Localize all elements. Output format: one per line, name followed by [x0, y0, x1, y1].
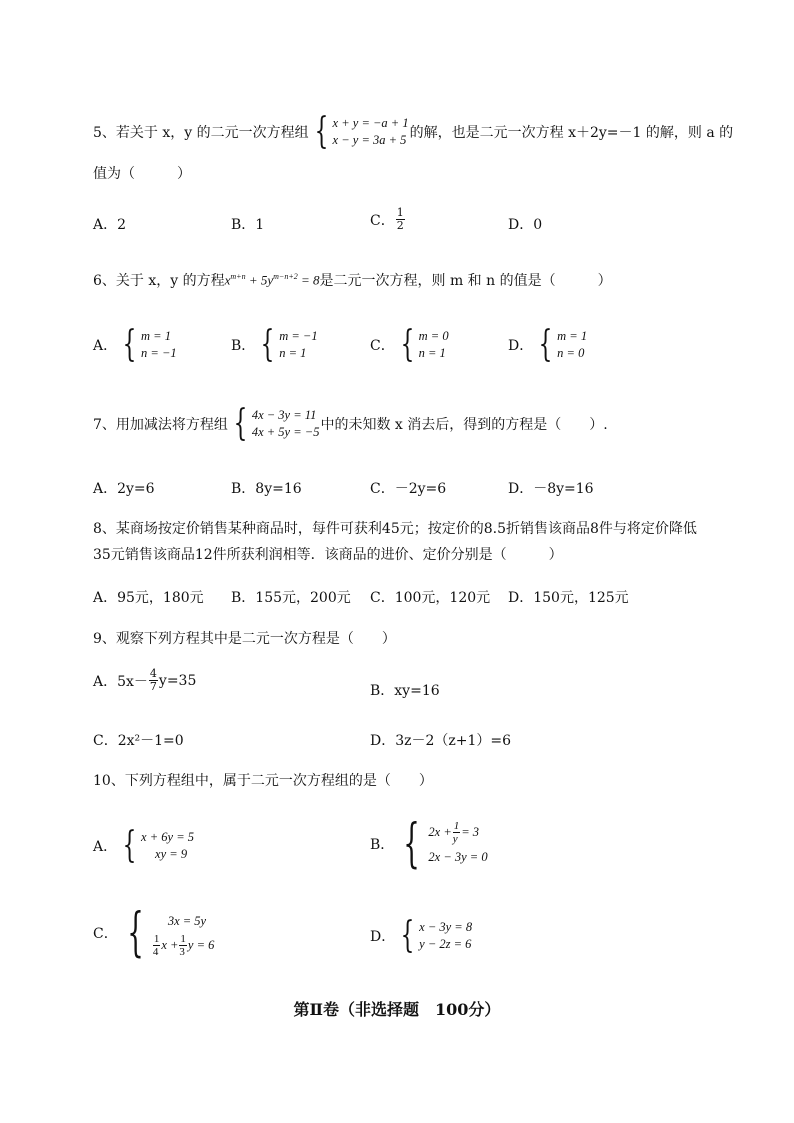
question-8-stem-line1: 8、某商场按定价销售某种商品时，每件可获利45元；按定价的8.5折销售该商品8件与将定价降低 [93, 521, 697, 537]
q7-option-c: C．－2y=6 [370, 481, 447, 497]
q9-option-b: B．xy=16 [370, 683, 440, 699]
q6-option-c: C． { m = 0 n = 1 [370, 324, 449, 365]
q10-option-c-label: C． [93, 926, 118, 942]
q9-option-d: D．3z－2（z+1）=6 [370, 733, 512, 749]
q9-option-c: C．2x²－1=0 [93, 733, 184, 749]
q10-option-b-line1-prefix: 2x + [428, 825, 452, 839]
q10-option-a: A． { x + 6y = 5 xy = 9 [93, 825, 194, 866]
q6-option-b: B． { m = −1 n = 1 [231, 324, 318, 365]
q7-option-a: A．2y=6 [93, 481, 155, 497]
q7-equation-system: { 4x − 3y = 11 4x + 5y = −5 [233, 403, 320, 444]
q10-option-b-label: B． [370, 837, 395, 853]
q10-option-b-line1-suffix: = 3 [461, 825, 480, 839]
q5-stem-suffix: 的解，也是二元一次方程 x＋2y=－1 的解，则 a 的 [409, 125, 734, 141]
q5-stem-prefix: 5、若关于 x，y 的二元一次方程组 [93, 125, 309, 141]
q7-stem-suffix: 中的未知数 x 消去后，得到的方程是（ ）. [320, 417, 608, 433]
q6-eq-middle: + 5y [248, 272, 274, 288]
q5-option-c [370, 207, 406, 232]
q10-option-c-line2-middle: x + [161, 938, 179, 952]
q5-option-c-label: C． [370, 212, 395, 229]
q8-option-b: B．155元，200元 [231, 590, 351, 606]
q10-option-c-line2-suffix: y = 6 [187, 938, 215, 952]
q6-option-c-line2: n = 1 [418, 346, 446, 360]
q6-option-d-label: D． [508, 338, 534, 354]
q6-option-d-line2: n = 0 [557, 346, 585, 360]
question-5-stem-line2: 值为（ ） [93, 166, 191, 182]
q10-option-c-numerator-2: 1 [180, 932, 186, 945]
q6-option-a-line2: n = −1 [141, 346, 177, 360]
q6-eq-exponent-2: m−n+2 [273, 271, 298, 281]
q6-eq-base-x: x [224, 272, 231, 288]
question-6-stem [93, 270, 612, 290]
question-9-stem: 9、观察下列方程其中是二元一次方程是（ ） [93, 631, 396, 647]
q10-option-c-denominator-1: 4 [152, 945, 159, 958]
q9-option-a-numerator: 4 [149, 667, 157, 680]
q6-option-c-label: C． [370, 338, 395, 354]
q5-equation-system: { x + y = −a + 1 x − y = 3a + 5 [314, 111, 409, 152]
question-7-stem [93, 403, 608, 445]
q5-option-a: A．2 [93, 217, 127, 233]
q6-option-b-label: B． [231, 338, 256, 354]
q5-option-c-numerator: 1 [396, 206, 404, 219]
q10-option-b-numerator: 1 [453, 819, 460, 832]
q7-equation-2: 4x + 5y = −5 [251, 425, 320, 439]
question-5-stem [93, 112, 733, 152]
q6-option-a-line1: m = 1 [141, 329, 171, 343]
q6-stem-prefix: 6、关于 x，y 的方程 [93, 273, 225, 289]
q7-stem-prefix: 7、用加减法将方程组 [93, 417, 228, 433]
question-10-stem: 10、下列方程组中，属于二元一次方程组的是（ ） [93, 773, 433, 789]
q10-option-b: B． { 2x + $\frac{1}{y}$ = 3 2x − 3y = 0 [370, 814, 488, 874]
q5-option-d: D．0 [508, 217, 543, 233]
q10-option-a-line1: x + 6y = 5 [141, 830, 194, 844]
q6-option-b-line2: n = 1 [279, 346, 307, 360]
q8-option-d: D．150元，125元 [508, 590, 629, 606]
q10-option-a-label: A． [93, 839, 118, 855]
q10-option-b-line2: 2x − 3y = 0 [428, 849, 488, 864]
q5-equation-2: x − y = 3a + 5 [332, 133, 407, 147]
q10-option-c-numerator-1: 1 [153, 932, 160, 945]
q9-option-a-suffix: y=35 [158, 672, 197, 689]
q8-option-a: A．95元，180元 [93, 590, 204, 606]
q10-option-d: D． { x − 3y = 8 y − 2z = 6 [370, 915, 473, 956]
q6-equation [225, 272, 320, 288]
q6-eq-exponent-1: m+n [230, 271, 246, 281]
q5-option-c-denominator: 2 [396, 219, 404, 232]
question-8-stem-line2: 35元销售该商品12件所获利润相等．该商品的进价、定价分别是（ ） [93, 547, 563, 563]
q9-option-a [93, 668, 196, 693]
q6-option-d: D． { m = 1 n = 0 [508, 324, 588, 365]
q6-option-a-label: A． [93, 338, 118, 354]
q9-option-a-prefix: A．5x－ [93, 673, 148, 690]
q5-equation-1: x + y = −a + 1 [332, 116, 409, 130]
q6-option-d-line1: m = 1 [557, 329, 588, 343]
q10-option-d-line2: y − 2z = 6 [419, 937, 472, 951]
q7-option-b: B．8y=16 [231, 481, 302, 497]
q5-option-b: B．1 [231, 217, 265, 233]
q6-option-c-line1: m = 0 [418, 329, 449, 343]
q10-option-c: C． { 3x = 5y $\frac{1}{4}$ x + $\frac{1}{3}$ y = 6 [93, 903, 215, 963]
q10-option-c-line1: 3x = 5y [167, 913, 207, 928]
q7-option-d: D．－8y=16 [508, 481, 594, 497]
q10-option-b-denominator: y [452, 832, 458, 845]
q6-option-a: A． { m = 1 n = −1 [93, 324, 177, 365]
q10-option-a-line2: xy = 9 [155, 847, 188, 861]
q6-stem-suffix: 是二元一次方程，则 m 和 n 的值是（ ） [319, 273, 612, 289]
q7-equation-1: 4x − 3y = 11 [251, 408, 317, 422]
q10-option-c-denominator-2: 3 [179, 945, 185, 958]
q6-option-b-line1: m = −1 [279, 329, 318, 343]
q6-eq-end: = 8 [300, 272, 320, 288]
section-title: 第Ⅱ卷（非选择题 100分） [293, 1000, 501, 1019]
q10-option-d-line1: x − 3y = 8 [419, 920, 473, 934]
q8-option-c: C．100元，120元 [370, 590, 491, 606]
q9-option-a-denominator: 7 [149, 680, 157, 693]
q10-option-d-label: D． [370, 929, 396, 945]
